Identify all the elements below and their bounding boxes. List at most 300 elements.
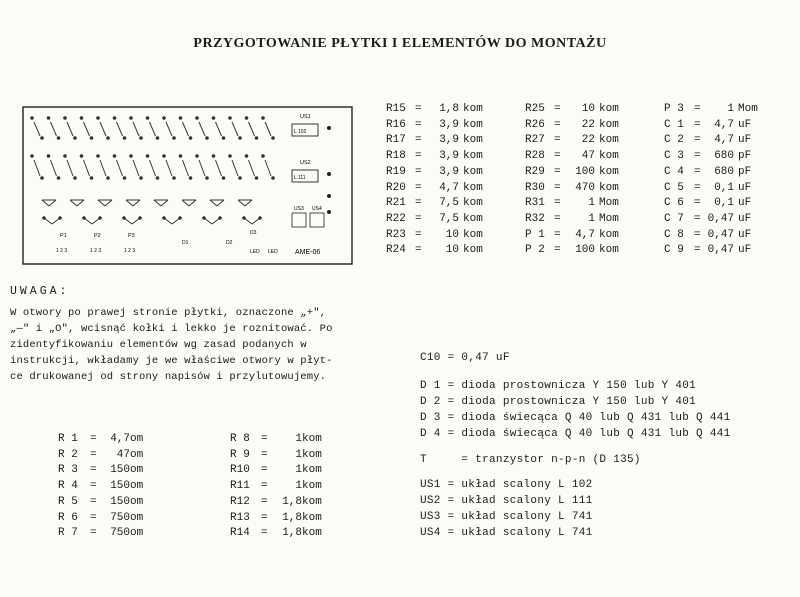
board-pad xyxy=(239,137,242,140)
resistor-row-eq: = xyxy=(554,118,561,131)
capacitor-row-name: C 3 xyxy=(664,150,684,163)
board-pad xyxy=(107,177,110,180)
capacitor-row-unit: pF xyxy=(738,150,752,163)
board-pad xyxy=(130,117,133,120)
board-trace xyxy=(232,122,238,136)
resistor-row-name: R19 xyxy=(386,165,406,178)
capacitor-row-unit: pF xyxy=(738,165,752,178)
resistor-row-unit: om xyxy=(130,527,144,540)
board-pad xyxy=(47,155,50,158)
board-pad xyxy=(83,217,86,220)
resistor-row-eq: = xyxy=(554,197,561,210)
board-trace xyxy=(34,160,40,176)
board-trace xyxy=(117,160,123,176)
resistor-row-eq: = xyxy=(415,165,422,178)
resistor-row-val: 47 xyxy=(116,448,130,461)
resistor-row-eq: = xyxy=(415,181,422,194)
uwaga-line: W otwory po prawej stronie płytki, oznaczone „+", xyxy=(10,307,327,319)
board-pad xyxy=(99,217,102,220)
board-trace xyxy=(98,200,105,206)
board-pad xyxy=(245,155,248,158)
capacitor-row-eq: = xyxy=(694,228,701,241)
board-trace xyxy=(183,122,189,136)
capacitor-row-name: C 1 xyxy=(664,118,684,131)
resistor-row-eq: = xyxy=(554,150,561,163)
resistor-row-eq: = xyxy=(415,118,422,131)
board-d3-label: D3 xyxy=(250,230,257,236)
board-pad xyxy=(259,217,262,220)
resistor-row-unit: kom xyxy=(599,134,619,147)
board-trace xyxy=(161,200,168,206)
c10-line: C10 = 0,47 uF xyxy=(420,352,510,364)
board-trace xyxy=(84,122,90,136)
board-trace xyxy=(77,200,84,206)
board-trace xyxy=(126,200,133,206)
board-trace xyxy=(217,200,224,206)
pcb-board-diagram xyxy=(22,106,353,265)
resistor-row-val: 1,8 xyxy=(282,527,302,540)
resistor-row-name: R12 xyxy=(230,495,250,508)
board-trace xyxy=(133,160,139,176)
board-d1-label: D1 xyxy=(182,240,189,246)
board-pad xyxy=(59,217,62,220)
resistor-row-eq: = xyxy=(554,244,561,257)
board-trace xyxy=(249,122,255,136)
resistor-row-eq: = xyxy=(261,527,268,540)
resistor-row-name: R 4 xyxy=(58,480,78,493)
board-us1-label: US1 xyxy=(300,114,311,120)
board-trace xyxy=(150,160,156,176)
resistor-row-name: P 2 xyxy=(525,244,545,257)
resistor-row-unit: kom xyxy=(463,103,483,115)
board-pad xyxy=(123,177,126,180)
resistor-row-val: 22 xyxy=(581,118,595,131)
page-title: PRZYGOTOWANIE PŁYTKI I ELEMENTÓW DO MONTAŻU xyxy=(193,36,607,51)
board-us1-chip: L 102 xyxy=(294,129,307,135)
board-pad xyxy=(57,137,60,140)
board-trace xyxy=(216,122,222,136)
board-trace xyxy=(265,160,271,176)
board-pad xyxy=(163,217,166,220)
resistor-row-val: 100 xyxy=(575,165,595,178)
board-trace xyxy=(166,160,172,176)
board-pad xyxy=(212,155,215,158)
resistor-row-unit: om xyxy=(130,433,144,445)
capacitor-row-eq: = xyxy=(694,244,701,257)
board-pins-p2: 1 2 3 xyxy=(90,248,102,254)
board-pad xyxy=(107,137,110,140)
resistor-row-name: R 8 xyxy=(230,433,250,445)
capacitor-row-name: C 4 xyxy=(664,165,684,178)
resistor-row-val: 10 xyxy=(445,244,459,257)
resistor-row-unit: om xyxy=(130,464,144,477)
board-trace xyxy=(42,200,49,206)
board-us3-label: US3 xyxy=(294,206,304,212)
board-d2-label: D2 xyxy=(226,240,233,246)
capacitor-row-name: C 6 xyxy=(664,197,684,210)
board-pad xyxy=(113,155,116,158)
resistor-row-name: R17 xyxy=(386,134,406,147)
board-trace xyxy=(210,200,217,206)
ic-line: US1 = układ scalony L 102 xyxy=(420,479,593,491)
board-us4-label: US4 xyxy=(312,206,322,212)
board-trace xyxy=(166,122,172,136)
capacitor-row-eq: = xyxy=(694,150,701,163)
resistor-row-val: 4,7 xyxy=(575,228,595,241)
board-pad xyxy=(90,137,93,140)
resistor-row-val: 1 xyxy=(295,464,302,477)
resistor-row-eq: = xyxy=(415,134,422,147)
resistor-row-name: R18 xyxy=(386,150,406,163)
uwaga-line: ce drukowanej od strony napisów i przylutowujemy. xyxy=(10,371,327,383)
board-pad xyxy=(140,137,143,140)
board-pins-p1: 1 2 3 xyxy=(56,248,68,254)
resistor-row-unit: kom xyxy=(599,165,619,178)
board-pad xyxy=(57,177,60,180)
board-pad xyxy=(229,117,232,120)
ic-line: US2 = układ scalony L 111 xyxy=(420,495,593,507)
board-trace xyxy=(150,122,156,136)
resistor-row-unit: om xyxy=(130,495,144,508)
board-pad xyxy=(146,117,149,120)
capacitor-row-name: C 8 xyxy=(664,228,684,241)
board-trace xyxy=(84,160,90,176)
capacitor-row-val: 0,1 xyxy=(714,197,734,210)
board-pad xyxy=(41,137,44,140)
board-pad xyxy=(31,155,34,158)
resistor-row-name: R 3 xyxy=(58,464,78,477)
resistor-row-unit: kom xyxy=(599,118,619,131)
resistor-row-eq: = xyxy=(261,448,268,461)
resistor-row-val: 1 xyxy=(295,433,302,445)
board-trace xyxy=(232,160,238,176)
resistor-row-val: 750 xyxy=(110,511,130,524)
board-pad xyxy=(222,177,225,180)
resistor-row-val: 1 xyxy=(295,448,302,461)
board-pad xyxy=(156,177,159,180)
uwaga-heading: UWAGA: xyxy=(10,285,70,298)
diode-line: D 2 = dioda prostownicza Y 150 lub Y 401 xyxy=(420,396,697,408)
capacitor-row-name: C 7 xyxy=(664,212,684,225)
board-pad xyxy=(64,117,67,120)
resistor-row-eq: = xyxy=(415,197,422,210)
resistor-row-name: R15 xyxy=(386,103,406,115)
board-pad xyxy=(203,217,206,220)
resistor-row-eq: = xyxy=(554,181,561,194)
capacitor-row-eq: = xyxy=(694,197,701,210)
resistor-row-unit: kom xyxy=(599,181,619,194)
capacitor-row-unit: uF xyxy=(738,228,752,241)
capacitor-row-name: P 3 xyxy=(664,103,684,115)
board-pad xyxy=(97,155,100,158)
resistor-row-val: 1 xyxy=(588,212,595,225)
resistor-row-unit: om xyxy=(130,480,144,493)
board-pad xyxy=(206,137,209,140)
capacitor-row-name: C 9 xyxy=(664,244,684,257)
board-trace xyxy=(245,200,252,206)
resistor-row-unit: Mom xyxy=(599,197,619,210)
resistor-row-val: 100 xyxy=(575,244,595,257)
board-trace xyxy=(70,200,77,206)
board-trace xyxy=(265,122,271,136)
ic-line: US3 = układ scalony L 741 xyxy=(420,511,593,523)
uwaga-line: „—" i „O", wcisnąć kołki i lekko je roznitować. Po xyxy=(10,323,333,335)
resistor-row-val: 150 xyxy=(110,480,130,493)
board-trace xyxy=(100,122,106,136)
diode-line: D 4 = dioda świecąca Q 40 lub Q 431 lub Q 441 xyxy=(420,428,731,440)
board-pad xyxy=(156,137,159,140)
resistor-row-eq: = xyxy=(554,103,561,115)
capacitor-row-name: C 2 xyxy=(664,134,684,147)
board-trace xyxy=(133,122,139,136)
board-pad xyxy=(239,177,242,180)
board-trace xyxy=(34,122,40,136)
resistor-row-name: R16 xyxy=(386,118,406,131)
board-trace xyxy=(216,160,222,176)
resistor-row-val: 150 xyxy=(110,495,130,508)
resistor-row-name: R30 xyxy=(525,181,545,194)
resistor-row-unit: kom xyxy=(599,244,619,257)
board-pad xyxy=(255,137,258,140)
resistor-row-name: R10 xyxy=(230,464,250,477)
board-trace xyxy=(189,200,196,206)
resistor-row-eq: = xyxy=(261,464,268,477)
board-pad xyxy=(189,177,192,180)
diode-line: D 3 = dioda świecąca Q 40 lub Q 431 lub Q 441 xyxy=(420,412,731,424)
board-pad xyxy=(219,217,222,220)
resistor-row-unit: Mom xyxy=(599,212,619,225)
board-pad xyxy=(212,117,215,120)
resistor-row-eq: = xyxy=(415,212,422,225)
resistor-row-eq: = xyxy=(261,433,268,445)
board-pad xyxy=(163,117,166,120)
resistor-row-eq: = xyxy=(415,150,422,163)
resistor-row-val: 150 xyxy=(110,464,130,477)
board-pad xyxy=(262,155,265,158)
resistor-row-name: R 6 xyxy=(58,511,78,524)
capacitor-row-eq: = xyxy=(694,181,701,194)
capacitor-row-name: C 5 xyxy=(664,181,684,194)
resistor-row-unit: kom xyxy=(302,480,322,493)
board-name-label: AME-06 xyxy=(295,249,321,256)
resistor-row-name: R23 xyxy=(386,228,406,241)
board-pad xyxy=(243,217,246,220)
capacitor-row-val: 0,1 xyxy=(714,181,734,194)
capacitor-row-unit: uF xyxy=(738,118,752,131)
capacitor-row-eq: = xyxy=(694,118,701,131)
capacitor-row-val: 4,7 xyxy=(714,118,734,131)
board-pad xyxy=(74,177,77,180)
board-pad xyxy=(43,217,46,220)
resistor-row-name: R13 xyxy=(230,511,250,524)
board-pad xyxy=(140,177,143,180)
transistor-line: T = tranzystor n-p-n (D 135) xyxy=(420,454,641,466)
resistor-row-eq: = xyxy=(554,134,561,147)
board-pad xyxy=(262,117,265,120)
resistor-row-val: 10 xyxy=(581,103,595,115)
capacitor-row-eq: = xyxy=(694,103,701,115)
resistor-row-unit: kom xyxy=(463,181,483,194)
resistor-row-val: 10 xyxy=(445,228,459,241)
capacitor-row-val: 4,7 xyxy=(714,134,734,147)
capacitor-row-unit: Mom xyxy=(738,103,758,115)
board-pad xyxy=(196,155,199,158)
board-trace xyxy=(182,200,189,206)
board-pad xyxy=(179,155,182,158)
board-pad xyxy=(179,117,182,120)
board-p1-label: P1 xyxy=(60,233,67,239)
board-trace xyxy=(100,160,106,176)
resistor-row-unit: kom xyxy=(463,228,483,241)
resistor-row-name: R 2 xyxy=(58,448,78,461)
board-pad xyxy=(80,117,83,120)
resistor-row-name: P 1 xyxy=(525,228,545,241)
resistor-row-unit: om xyxy=(130,448,144,461)
ic-line: US4 = układ scalony L 741 xyxy=(420,527,593,539)
resistor-row-eq: = xyxy=(90,511,97,524)
board-trace xyxy=(154,200,161,206)
resistor-row-val: 1,8 xyxy=(282,511,302,524)
resistor-row-unit: kom xyxy=(302,511,322,524)
resistor-row-unit: kom xyxy=(463,150,483,163)
board-pad xyxy=(272,177,275,180)
resistor-row-name: R26 xyxy=(525,118,545,131)
board-trace xyxy=(238,200,245,206)
board-pad xyxy=(139,217,142,220)
resistor-row-val: 22 xyxy=(581,134,595,147)
board-pad xyxy=(173,177,176,180)
board-pad xyxy=(255,177,258,180)
resistor-row-unit: kom xyxy=(599,103,619,115)
capacitor-row-unit: uF xyxy=(738,244,752,257)
board-pad xyxy=(90,177,93,180)
board-pad xyxy=(245,117,248,120)
resistor-row-eq: = xyxy=(554,165,561,178)
resistor-row-val: 1,8 xyxy=(439,103,459,115)
resistor-row-val: 7,5 xyxy=(439,197,459,210)
board-pad xyxy=(179,217,182,220)
capacitor-row-unit: uF xyxy=(738,197,752,210)
resistor-row-name: R 1 xyxy=(58,433,78,445)
capacitor-row-eq: = xyxy=(694,134,701,147)
resistor-row-eq: = xyxy=(554,212,561,225)
diode-line: D 1 = dioda prostownicza Y 150 lub Y 401 xyxy=(420,380,697,392)
board-trace xyxy=(117,122,123,136)
resistor-row-name: R31 xyxy=(525,197,545,210)
resistor-row-name: R27 xyxy=(525,134,545,147)
resistor-row-name: R21 xyxy=(386,197,406,210)
board-pad xyxy=(272,137,275,140)
resistor-row-eq: = xyxy=(90,448,97,461)
uwaga-line: zidentyfikowaniu elementów wg zasad podanych w xyxy=(10,339,307,351)
board-pad xyxy=(206,177,209,180)
capacitor-row-val: 0,47 xyxy=(707,212,734,225)
board-pad xyxy=(130,155,133,158)
board-trace xyxy=(133,200,140,206)
resistor-row-name: R25 xyxy=(525,103,545,115)
resistor-row-unit: kom xyxy=(463,134,483,147)
capacitor-row-val: 680 xyxy=(714,150,734,163)
resistor-row-name: R 5 xyxy=(58,495,78,508)
resistor-row-name: R24 xyxy=(386,244,406,257)
resistor-row-val: 1 xyxy=(588,197,595,210)
board-pad xyxy=(123,217,126,220)
capacitor-row-unit: uF xyxy=(738,134,752,147)
resistor-row-unit: kom xyxy=(302,464,322,477)
board-trace xyxy=(199,160,205,176)
capacitor-row-val: 0,47 xyxy=(707,244,734,257)
capacitor-row-val: 1 xyxy=(727,103,734,115)
board-trace xyxy=(67,160,73,176)
board-us2-label: US2 xyxy=(300,160,311,166)
resistor-row-val: 7,5 xyxy=(439,212,459,225)
board-pad xyxy=(31,117,34,120)
resistor-row-eq: = xyxy=(554,228,561,241)
board-trace xyxy=(51,122,57,136)
board-pad xyxy=(163,155,166,158)
capacitor-row-unit: uF xyxy=(738,181,752,194)
resistor-row-eq: = xyxy=(261,511,268,524)
board-pad xyxy=(123,137,126,140)
resistor-row-val: 47 xyxy=(581,150,595,163)
resistor-row-unit: kom xyxy=(302,448,322,461)
resistor-row-name: R20 xyxy=(386,181,406,194)
board-us2-chip: L 111 xyxy=(294,175,306,181)
resistor-row-eq: = xyxy=(415,103,422,115)
resistor-row-name: R22 xyxy=(386,212,406,225)
board-trace xyxy=(199,122,205,136)
resistor-row-val: 470 xyxy=(575,181,595,194)
board-pad xyxy=(189,137,192,140)
board-pad xyxy=(47,117,50,120)
capacitor-row-eq: = xyxy=(694,212,701,225)
resistor-row-unit: kom xyxy=(463,212,483,225)
resistor-row-eq: = xyxy=(90,480,97,493)
board-pad xyxy=(229,155,232,158)
board-trace xyxy=(183,160,189,176)
capacitor-row-val: 680 xyxy=(714,165,734,178)
board-trace xyxy=(67,122,73,136)
resistor-row-name: R32 xyxy=(525,212,545,225)
resistor-row-eq: = xyxy=(261,480,268,493)
resistor-row-name: R28 xyxy=(525,150,545,163)
board-pad xyxy=(113,117,116,120)
resistor-row-unit: kom xyxy=(599,228,619,241)
board-p2-label: P2 xyxy=(94,233,101,239)
capacitor-row-unit: uF xyxy=(738,212,752,225)
resistor-row-eq: = xyxy=(90,464,97,477)
resistor-row-unit: om xyxy=(130,511,144,524)
capacitor-row-eq: = xyxy=(694,165,701,178)
resistor-row-val: 750 xyxy=(110,527,130,540)
resistor-row-name: R11 xyxy=(230,480,250,493)
board-pad xyxy=(97,117,100,120)
resistor-row-unit: kom xyxy=(599,150,619,163)
board-trace xyxy=(105,200,112,206)
board-pad xyxy=(173,137,176,140)
resistor-row-unit: kom xyxy=(463,165,483,178)
board-pad xyxy=(41,177,44,180)
board-pins-p3: 1 2 3 xyxy=(124,248,136,254)
resistor-row-eq: = xyxy=(90,495,97,508)
resistor-row-eq: = xyxy=(415,244,422,257)
board-pad xyxy=(196,117,199,120)
board-trace xyxy=(49,200,56,206)
resistor-row-val: 1,8 xyxy=(282,495,302,508)
resistor-row-unit: kom xyxy=(463,197,483,210)
resistor-row-unit: kom xyxy=(463,244,483,257)
resistor-row-eq: = xyxy=(90,433,97,445)
